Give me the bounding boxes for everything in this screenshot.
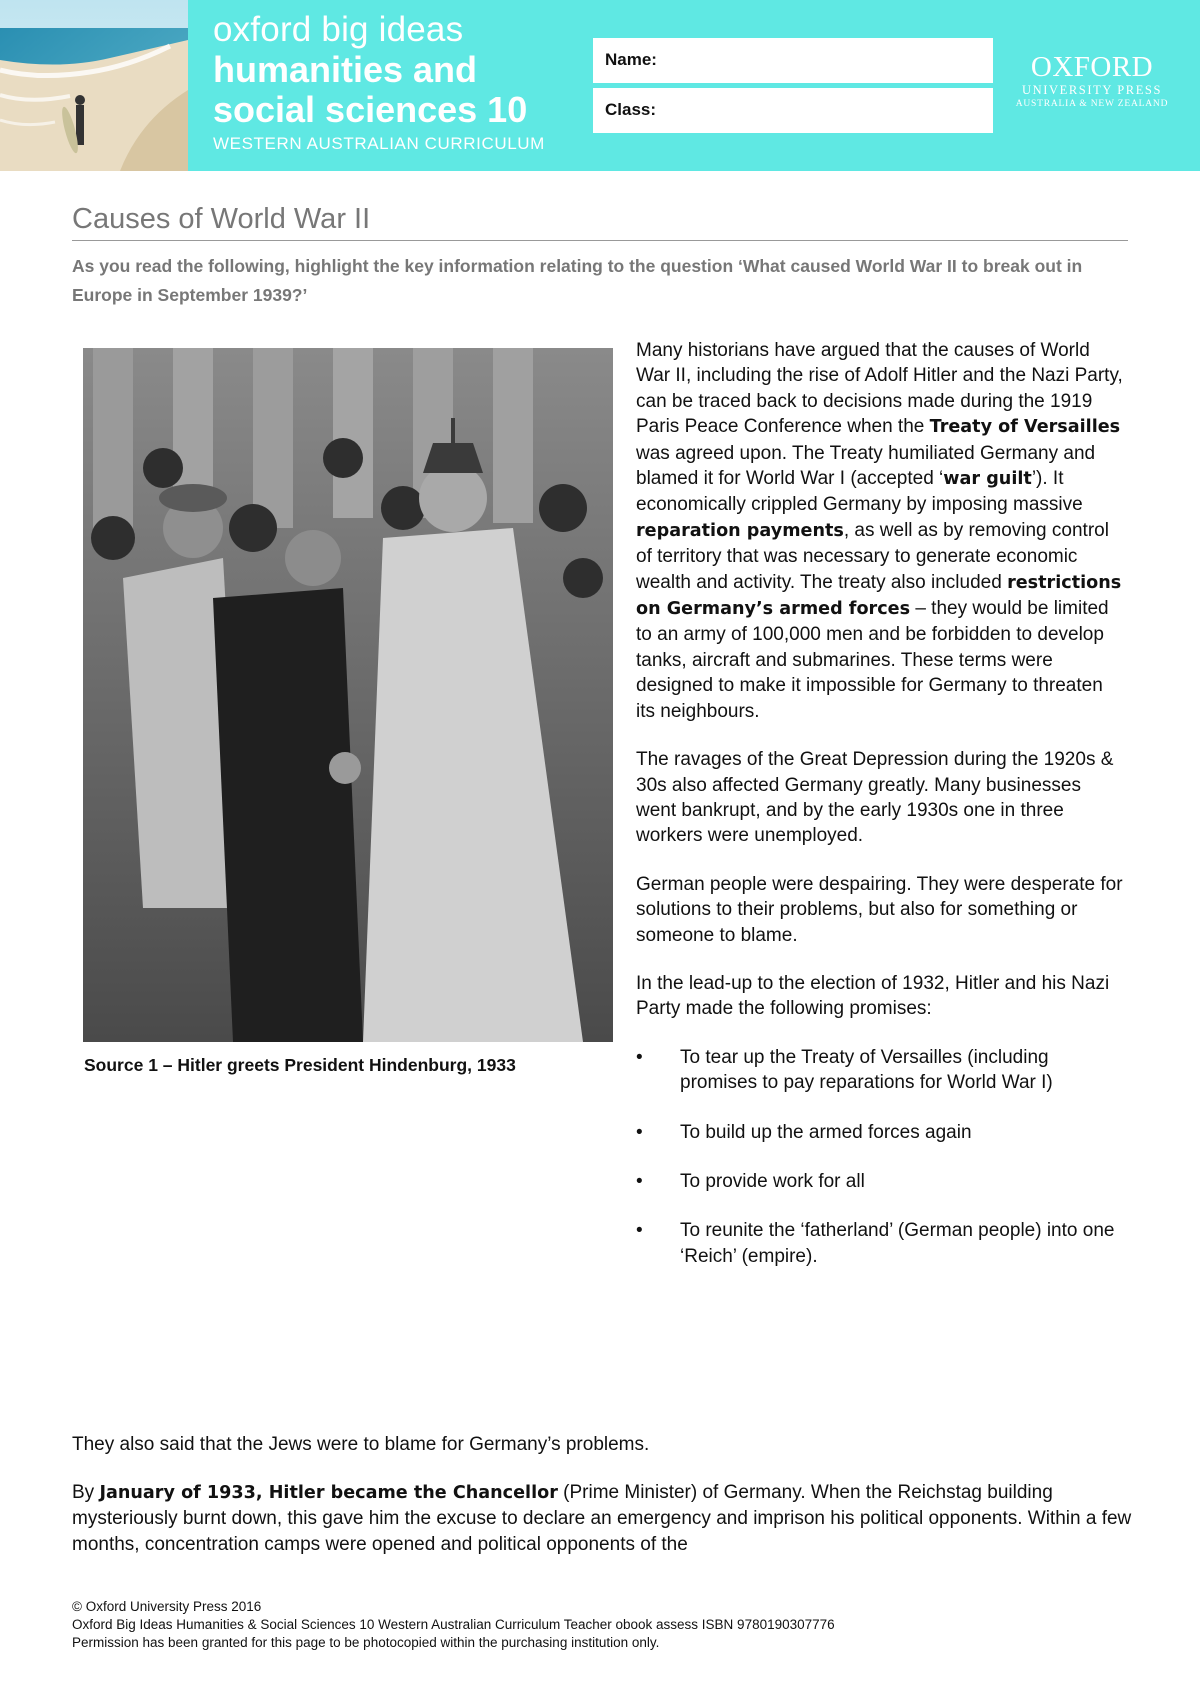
series-line-1: oxford big ideas: [213, 10, 464, 49]
publisher-region: AUSTRALIA & NEW ZEALAND: [1015, 99, 1169, 109]
list-item-text: To reunite the ‘fatherland’ (German people) into one ‘Reich’ (empire).: [680, 1220, 1115, 1267]
name-field[interactable]: [593, 38, 993, 83]
bold-term-treaty: Treaty of Versailles: [929, 417, 1121, 438]
text-span: was agreed upon. The Treaty humiliated Germany and blamed it for World War I (accepted ‘: [636, 442, 1096, 490]
bold-term-reparations: reparation payments: [636, 520, 844, 541]
curriculum-label: WESTERN AUSTRALIAN CURRICULUM: [213, 134, 545, 153]
bold-term-restrictions: restrictions on Germany’s armed forces: [636, 572, 1122, 620]
bold-term-war-guilt: war guilt: [943, 469, 1032, 490]
page-title: Causes of World War II: [72, 203, 371, 235]
text-span: (Prime Minister) of Germany. When the Reichstag building mysteriously burnt down, this gave him the excuse to declare an emergency and imprison his political opponents. Within a few months, concentration camps were opened and political opponents of the: [72, 1482, 1132, 1555]
list-item: [636, 1169, 1126, 1194]
list-item: [636, 1218, 1126, 1269]
text-span: ’). It economically crippled Germany by imposing massive: [636, 468, 1083, 516]
publisher-logo: [1012, 52, 1172, 111]
permission-line: Permission has been granted for this page to be photocopied within the purchasing institution only.: [72, 1635, 660, 1650]
publisher-subtitle: UNIVERSITY PRESS: [1021, 83, 1163, 97]
header-banner: [0, 0, 1200, 171]
text-span: Many historians have argued that the causes of World War II, including the rise of Adolf Hitler and the Nazi Party, can be traced back to decisions made during the 1919 Paris Peace Conference when the: [636, 340, 1123, 438]
historic-photo: [83, 348, 613, 1042]
class-label: Class:: [605, 100, 657, 119]
text-span: , as well as by removing control of territory that was necessary to generate economic wealth and activity. The treaty also included: [636, 519, 1109, 593]
series-line-2: humanities and: [213, 49, 478, 90]
publisher-name: OXFORD: [1030, 51, 1154, 83]
copyright-line: © Oxford University Press 2016: [72, 1599, 262, 1614]
bullet-marker: •: [636, 1220, 643, 1242]
paragraph-despair: German people were despairing. They were desperate for solutions to their problems, but also for something or someone to blame.: [636, 873, 1123, 946]
photo-caption: Source 1 – Hitler greets President Hindenburg, 1933: [84, 1055, 516, 1075]
paragraph-election: In the lead-up to the election of 1932, Hitler and his Nazi Party made the following promises:: [636, 972, 1110, 1020]
isbn-line: Oxford Big Ideas Humanities & Social Sciences 10 Western Australian Curriculum Teacher obook assess ISBN 9780190307776: [72, 1617, 835, 1632]
list-item-text: To provide work for all: [680, 1170, 865, 1192]
footer: [72, 1598, 835, 1652]
name-label: Name:: [605, 50, 657, 69]
bullet-marker: •: [636, 1170, 643, 1192]
class-field[interactable]: [593, 88, 993, 133]
intro-instruction: As you read the following, highlight the key information relating to the question ‘What caused World War II to break out in Europe in September 1939?’: [72, 256, 1083, 305]
list-item-text: To tear up the Treaty of Versailles (including promises to pay reparations for World War I): [680, 1046, 1053, 1094]
list-item-text: To build up the armed forces again: [680, 1121, 972, 1143]
beach-photo: [0, 0, 188, 171]
title-divider: [72, 240, 1128, 241]
paragraph-depression: The ravages of the Great Depression during the 1920s & 30s also affected Germany greatly. Many businesses went bankrupt, and by the early 1930s one in three workers were unemployed.: [636, 749, 1114, 847]
paragraph-chancellor: [72, 1480, 1132, 1557]
text-span: – they would be limited to an army of 100,000 men and be forbidden to develop tanks, aircraft and submarines. These terms were designed to make it impossible for Germany to threaten its neighbours.: [636, 598, 1109, 722]
right-column-text: [636, 338, 1126, 1293]
bold-term-chancellor: January of 1933, Hitler became the Chancellor: [99, 1483, 558, 1503]
paragraph-versailles: [636, 338, 1126, 724]
list-item: [636, 1120, 1126, 1145]
list-item: [636, 1045, 1126, 1096]
paragraph-jews: They also said that the Jews were to blame for Germany’s problems.: [72, 1434, 650, 1455]
bullet-marker: •: [636, 1046, 643, 1068]
series-title: [213, 10, 545, 155]
text-span: By: [72, 1482, 100, 1503]
promises-list: [636, 1045, 1126, 1269]
bullet-marker: •: [636, 1121, 643, 1143]
series-line-3: social sciences 10: [213, 89, 528, 130]
